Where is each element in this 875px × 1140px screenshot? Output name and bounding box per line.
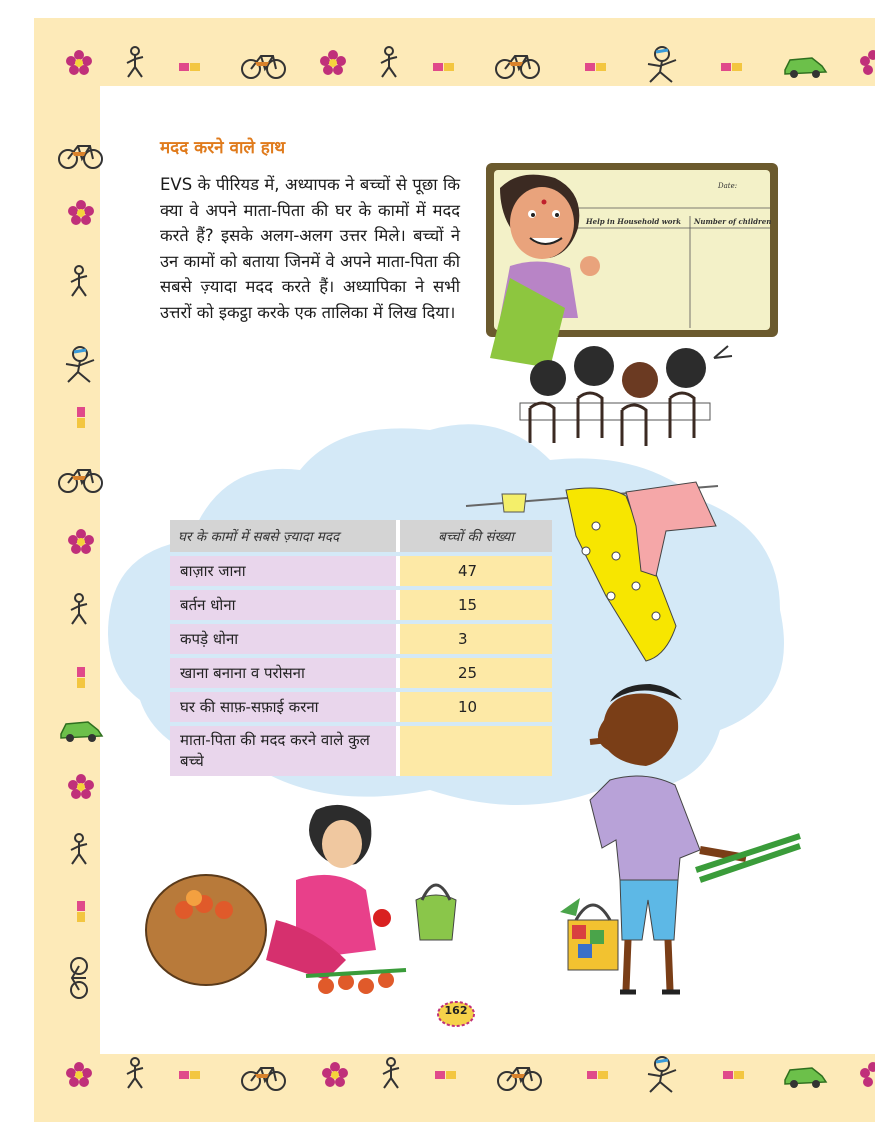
stick-figure-icon — [66, 592, 92, 632]
eraser-icon — [720, 60, 744, 74]
bicycle-icon — [58, 462, 104, 494]
stick-figure-icon — [66, 832, 92, 872]
bicycle-icon — [495, 48, 541, 80]
task-cell: कपड़े धोना — [170, 624, 396, 654]
flower-icon — [318, 48, 348, 78]
running-child-icon — [640, 44, 686, 84]
table-row — [170, 692, 552, 722]
flower-icon — [320, 1060, 350, 1090]
board-date-label: Date: — [718, 182, 738, 190]
page-number: 162 — [444, 1004, 468, 1017]
table-row — [170, 624, 552, 654]
section-heading: मदद करने वाले हाथ — [160, 138, 286, 158]
eraser-icon — [584, 60, 608, 74]
help-table — [170, 516, 552, 780]
flower-icon — [858, 1060, 875, 1090]
stick-figure-icon — [122, 1056, 148, 1092]
count-cell: 25 — [396, 658, 552, 688]
car-icon — [782, 52, 828, 80]
table-row — [170, 556, 552, 586]
running-child-icon — [58, 344, 104, 384]
table-header-count: बच्चों की संख्या — [396, 520, 552, 552]
flower-icon — [66, 772, 96, 802]
flower-icon — [64, 1060, 94, 1090]
eraser-icon — [178, 1068, 202, 1082]
table-header-row — [170, 520, 552, 552]
flower-icon — [858, 48, 875, 78]
flower-icon — [64, 48, 94, 78]
stick-figure-icon — [376, 45, 402, 81]
stick-figure-icon — [378, 1056, 404, 1092]
task-cell: खाना बनाना व परोसना — [170, 658, 396, 688]
help-table-wrapper — [170, 516, 552, 780]
flower-icon — [66, 198, 96, 228]
table-total-row — [170, 726, 552, 776]
eraser-icon — [722, 1068, 746, 1082]
count-cell: 15 — [396, 590, 552, 620]
count-cell: 10 — [396, 692, 552, 722]
bicycle-icon — [241, 1060, 287, 1092]
eraser-icon — [74, 406, 88, 430]
intro-paragraph: EVS के पीरियड में, अध्यापक ने बच्चों से पूछा कि क्या वे अपने माता-पिता की घर के कामों में मदद करते हैं? इसके अलग-अलग उत्तर मिले। बच्चों ने उन कामों को बताया जिनमें वे अपने माता-पिता की सबसे ज़्यादा मदद करते हैं। अध्यापिका ने सभी उत्तरों को इकट्ठा करके एक तालिका में लिख दिया। — [160, 175, 460, 322]
total-value-cell — [396, 726, 552, 776]
stick-figure-icon — [66, 264, 92, 304]
boy-illustration — [550, 680, 810, 1020]
bicycle-icon — [62, 956, 96, 1000]
eraser-icon — [74, 666, 88, 690]
total-label: माता-पिता की मदद करने वाले कुल बच्चे — [170, 726, 396, 776]
task-cell: बर्तन धोना — [170, 590, 396, 620]
stick-figure-icon — [122, 45, 148, 81]
board-col1: Help in Household work — [586, 217, 681, 226]
table-header-task: घर के कामों में सबसे ज़्यादा मदद — [170, 520, 396, 552]
eraser-icon — [586, 1068, 610, 1082]
car-icon — [58, 716, 104, 744]
eraser-icon — [434, 1068, 458, 1082]
eraser-icon — [178, 60, 202, 74]
car-icon — [782, 1062, 828, 1090]
bicycle-icon — [497, 1060, 543, 1092]
board-col2: Number of children — [694, 217, 772, 226]
task-cell: घर की साफ़-सफ़ाई करना — [170, 692, 396, 722]
count-cell: 3 — [396, 624, 552, 654]
flower-icon — [66, 527, 96, 557]
bicycle-icon — [241, 48, 287, 80]
eraser-icon — [432, 60, 456, 74]
vendor-illustration — [146, 800, 476, 1005]
count-cell: 47 — [396, 556, 552, 586]
table-row — [170, 590, 552, 620]
running-child-icon — [640, 1054, 686, 1094]
task-cell: बाज़ार जाना — [170, 556, 396, 586]
table-row — [170, 658, 552, 688]
eraser-icon — [74, 900, 88, 924]
page-number-badge — [436, 998, 476, 1028]
bicycle-icon — [58, 138, 104, 170]
